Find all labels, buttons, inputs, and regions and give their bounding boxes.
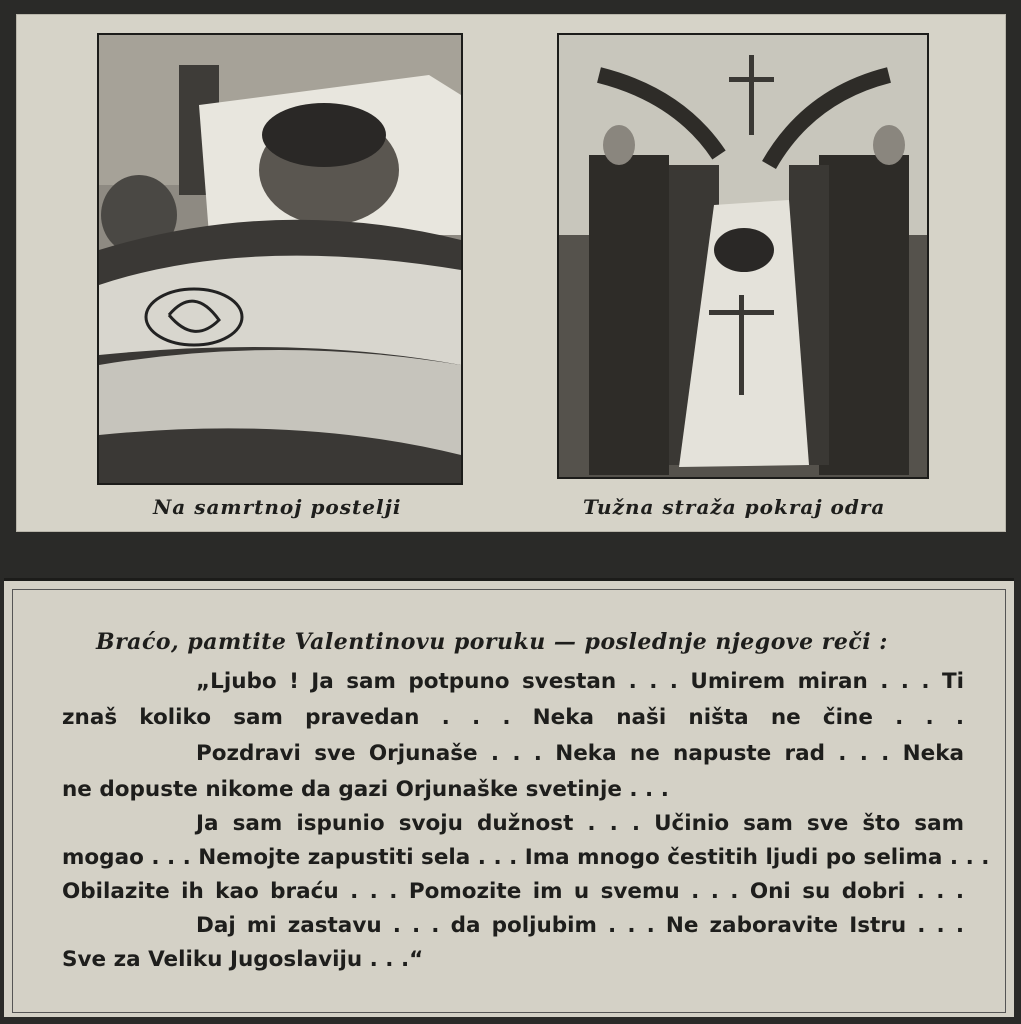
deathbed-photo [97,33,463,485]
message-line: mogao . . . Nemojte zapustiti sela . . . Ima mnogo čestitih ljudi po selima . . . [62,845,990,870]
message-heading: Braćo, pamtite Valentinovu poruku — poslednje njegove reči : [96,629,888,655]
message-panel [4,578,1014,1017]
guard-caption: Tužna straža pokraj odra [583,495,886,519]
message-line: „Ljubo ! Ja sam potpuno svestan . . . Umirem miran . . . Ti [196,669,964,694]
message-line: Ja sam ispunio svoju dužnost . . . Učinio sam sve što sam [196,811,964,836]
message-line: Sve za Veliku Jugoslaviju . . .“ [62,947,424,972]
guard-photo [557,33,929,479]
message-line: ne dopuste nikome da gazi Orjunaške svetinje . . . [62,777,669,802]
deathbed-caption: Na samrtnoj postelji [153,495,402,519]
deathbed-photo-image [99,35,461,483]
photo-panel [16,14,1006,532]
message-line: znaš koliko sam pravedan . . . Neka naši ništa ne čine . . . [62,705,964,730]
message-line: Pozdravi sve Orjunaše . . . Neka ne napuste rad . . . Neka [196,741,964,766]
guard-photo-image [559,35,927,477]
message-line: Daj mi zastavu . . . da poljubim . . . Ne zaboravite Istru . . . [196,913,964,938]
message-line: Obilazite ih kao braću . . . Pomozite im u svemu . . . Oni su dobri . . . [62,879,964,904]
